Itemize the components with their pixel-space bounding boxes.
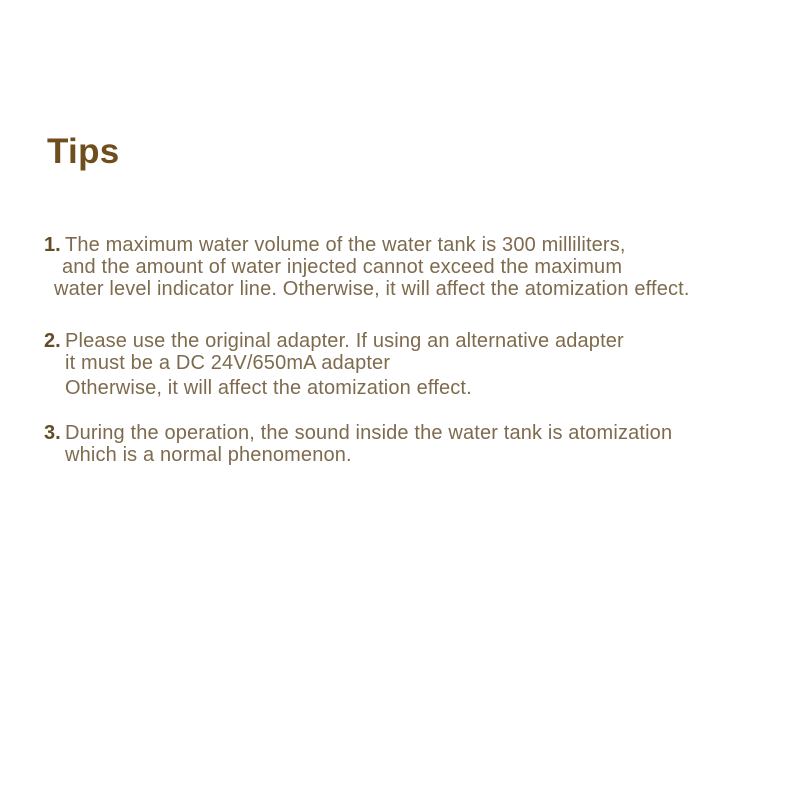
- tip-number: 3.: [44, 422, 61, 444]
- tip-number: 1.: [44, 234, 61, 256]
- tip-line: which is a normal phenomenon.: [65, 444, 352, 466]
- page-title: Tips: [47, 132, 120, 171]
- tip-line: During the operation, the sound inside the water tank is atomization: [65, 422, 673, 444]
- tip-line: and the amount of water injected cannot exceed the maximum: [62, 256, 623, 278]
- tip-line: water level indicator line. Otherwise, it will affect the atomization effect.: [54, 278, 690, 300]
- tip-text: [54, 234, 690, 300]
- tip-line: Please use the original adapter. If using an alternative adapter: [65, 330, 624, 352]
- tip-line: Otherwise, it will affect the atomization effect.: [65, 377, 472, 399]
- tip-number: 2.: [44, 330, 61, 352]
- tip-line: it must be a DC 24V/650mA adapter: [65, 352, 391, 374]
- tip-item-2: [44, 330, 624, 399]
- tip-item-1: [44, 234, 690, 300]
- tip-text: [65, 330, 624, 399]
- tip-item-3: [44, 422, 672, 466]
- tip-text: [65, 422, 672, 466]
- tip-line: The maximum water volume of the water tank is 300 milliliters,: [65, 234, 626, 256]
